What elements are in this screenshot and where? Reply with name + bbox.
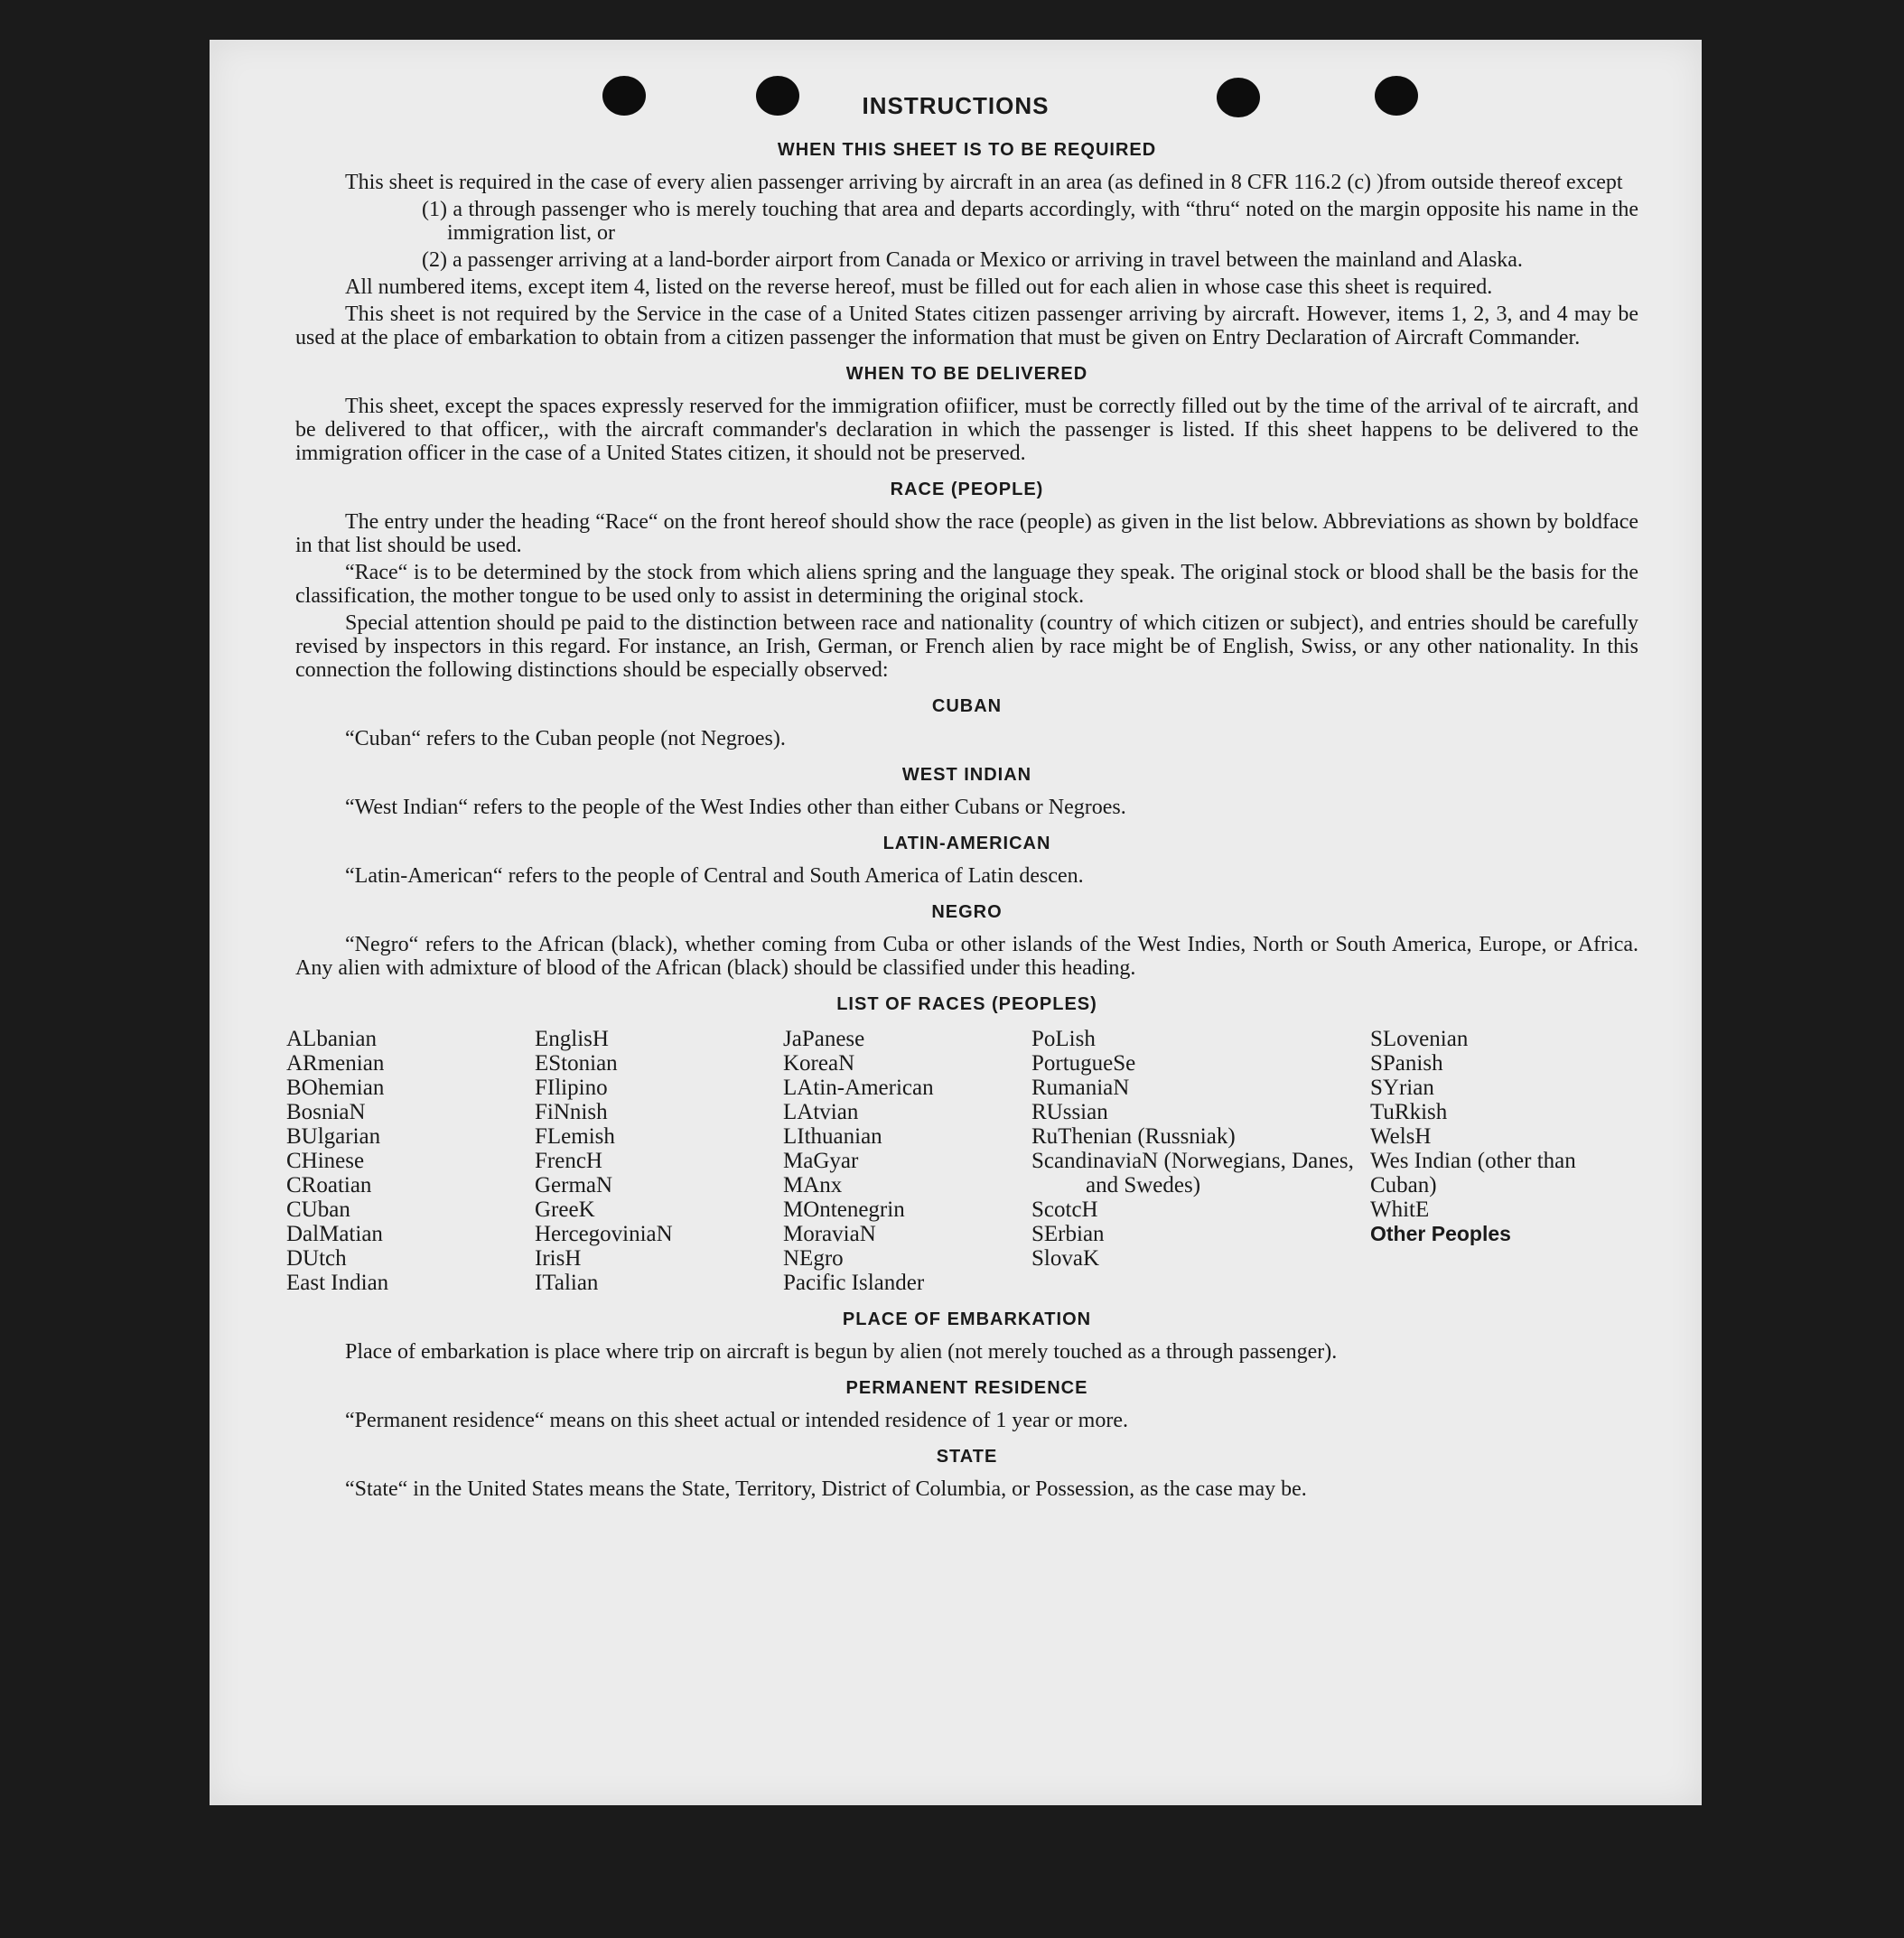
race-item: EnglisH [535,1027,609,1051]
race-item: LAtin-American [783,1076,934,1100]
paragraph: Special attention should pe paid to the distinction between race and nationality (country of which citizen or subject), and entries should be carefully revised by inspectors in this regard. For instance, an Irish, German, or French alien by race might be of English, Swiss, or any other nationality. In this connection the following distinctions should be especially observed: [295,611,1638,682]
race-list [286,1027,1638,1295]
race-item: FIlipino [535,1076,608,1100]
race-item: SPanish [1370,1051,1443,1076]
race-item: EStonian [535,1051,618,1076]
race-column [783,1027,1031,1295]
race-item: MOntenegrin [783,1197,905,1222]
race-item: RumaniaN [1031,1076,1130,1100]
paragraph: “Permanent residence“ means on this sheet actual or intended residence of 1 year or more. [345,1409,1128,1432]
section-heading: WHEN THIS SHEET IS TO BE REQUIRED [777,140,1157,160]
race-column [286,1027,535,1295]
race-item: MoraviaN [783,1222,876,1246]
race-item: RuThenian (Russniak) [1031,1124,1236,1149]
race-item: WelsH [1370,1124,1432,1149]
paragraph: “Latin-American“ refers to the people of Central and South America of Latin descen. [345,864,1084,888]
race-item: FLemish [535,1124,615,1149]
race-item: SYrian [1370,1076,1434,1100]
paragraph: “Negro“ refers to the African (black), whether coming from Cuba or other islands of the West Indies, North or South America, Europe, or Africa. Any alien with admixture of blood of the African (black) should be classified under this heading. [295,933,1638,980]
race-item: ScotcH [1031,1197,1098,1222]
race-item: MaGyar [783,1149,859,1173]
race-item: CRoatian [286,1173,372,1197]
race-item: East Indian [286,1271,389,1295]
race-item: PoLish [1031,1027,1096,1051]
race-item: MAnx [783,1173,843,1197]
race-item: BUlgarian [286,1124,381,1149]
paragraph: This sheet is required in the case of every alien passenger arriving by aircraft in an area (as defined in 8 CFR 116.2 (c) )from outside thereof except [345,171,1623,194]
paragraph: “Race“ is to be determined by the stock from which aliens spring and the language they speak. The original stock or blood shall be the basis for the classification, the mother tongue to be used only to assist in determining the original stock. [295,561,1638,608]
race-column [1031,1027,1370,1295]
race-item: CUban [286,1197,350,1222]
paragraph: “Cuban“ refers to the Cuban people (not Negroes). [345,727,786,750]
race-item: ARmenian [286,1051,385,1076]
section-heading: WHEN TO BE DELIVERED [845,364,1088,384]
race-item: IrisH [535,1246,582,1271]
instruction-sheet [210,40,1702,1805]
race-item: BosniaN [286,1100,366,1124]
race-item: DUtch [286,1246,347,1271]
paragraph: Place of embarkation is place where trip on aircraft is begun by alien (not merely touched as a through passenger). [345,1340,1338,1364]
paragraph: The entry under the heading “Race“ on the front hereof should show the race (people) as given in the list below. Abbreviations as shown by boldface in that list should be used. [295,510,1638,557]
race-item: Wes Indian (other than Cuban) [1370,1149,1576,1197]
section-heading: RACE (PEOPLE) [890,480,1044,499]
race-item: TuRkish [1370,1100,1448,1124]
race-item: FrencH [535,1149,602,1173]
race-item: ScandinaviaN (Norwegians, Danes, and Swedes) [1031,1149,1354,1197]
race-item: LIthuanian [783,1124,882,1149]
paragraph: This sheet is not required by the Service in the case of a United States citizen passenger arriving by aircraft. However, items 1, 2, 3, and 4 may be used at the place of embarkation to obtain from a citizen passenger the information that must be given on Entry Declaration of Aircraft Commander. [295,303,1638,349]
section-heading: WEST INDIAN [901,765,1032,785]
race-column [535,1027,783,1295]
section-heading: STATE [936,1447,998,1467]
paragraph: All numbered items, except item 4, listed on the reverse hereof, must be filled out for each alien in whose case this sheet is required. [345,275,1493,299]
paragraph: “State“ in the United States means the State, Territory, District of Columbia, or Possession, as the case may be. [345,1477,1307,1501]
list-item: (2) a passenger arriving at a land-border airport from Canada or Mexico or arriving in travel between the mainland and Alaska. [422,248,1523,272]
section-heading: CUBAN [931,696,1003,716]
race-item: KoreaN [783,1051,855,1076]
race-item: RUssian [1031,1100,1108,1124]
race-item: CHinese [286,1149,365,1173]
race-item: JaPanese [783,1027,865,1051]
race-column [1370,1027,1632,1295]
section-heading: LIST OF RACES (PEOPLES) [836,994,1097,1014]
race-item: DalMatian [286,1222,383,1246]
race-item: HercegoviniaN [535,1222,673,1246]
race-item-other: Other Peoples [1370,1222,1511,1245]
race-item: LAtvian [783,1100,859,1124]
race-item: NEgro [783,1246,844,1271]
race-item: Pacific Islander [783,1271,925,1295]
race-item: PortugueSe [1031,1051,1136,1076]
paragraph: “West Indian“ refers to the people of the West Indies other than either Cubans or Negroes. [345,796,1126,819]
section-heading: LATIN-AMERICAN [882,834,1051,853]
race-item: ALbanian [286,1027,377,1051]
race-item: ITalian [535,1271,599,1295]
race-item: SlovaK [1031,1246,1099,1271]
paragraph: This sheet, except the spaces expressly reserved for the immigration ofiificer, must be correctly filled out by the time of the arrival of te aircraft, and be delivered to that officer,, with the aircraft commander's declaration in which the passenger is listed. If this sheet happens to be delivered to the immigration officer in the case of a United States citizen, it should not be preserved. [295,395,1638,465]
race-item: BOhemian [286,1076,385,1100]
race-item: FiNnish [535,1100,608,1124]
race-item: WhitE [1370,1197,1430,1222]
list-item: (1) a through passenger who is merely touching that area and departs accordingly, with “thru“ noted on the margin opposite his name in the immigration list, or [422,198,1638,245]
instructions-body [286,126,1638,1505]
race-item: GreeK [535,1197,595,1222]
race-item: SLovenian [1370,1027,1469,1051]
section-heading: NEGRO [931,902,1003,922]
page-title: INSTRUCTIONS [862,92,1050,119]
race-item: GermaN [535,1173,613,1197]
section-heading: PERMANENT RESIDENCE [845,1378,1088,1398]
section-heading: PLACE OF EMBARKATION [842,1309,1092,1329]
race-item: SErbian [1031,1222,1105,1246]
